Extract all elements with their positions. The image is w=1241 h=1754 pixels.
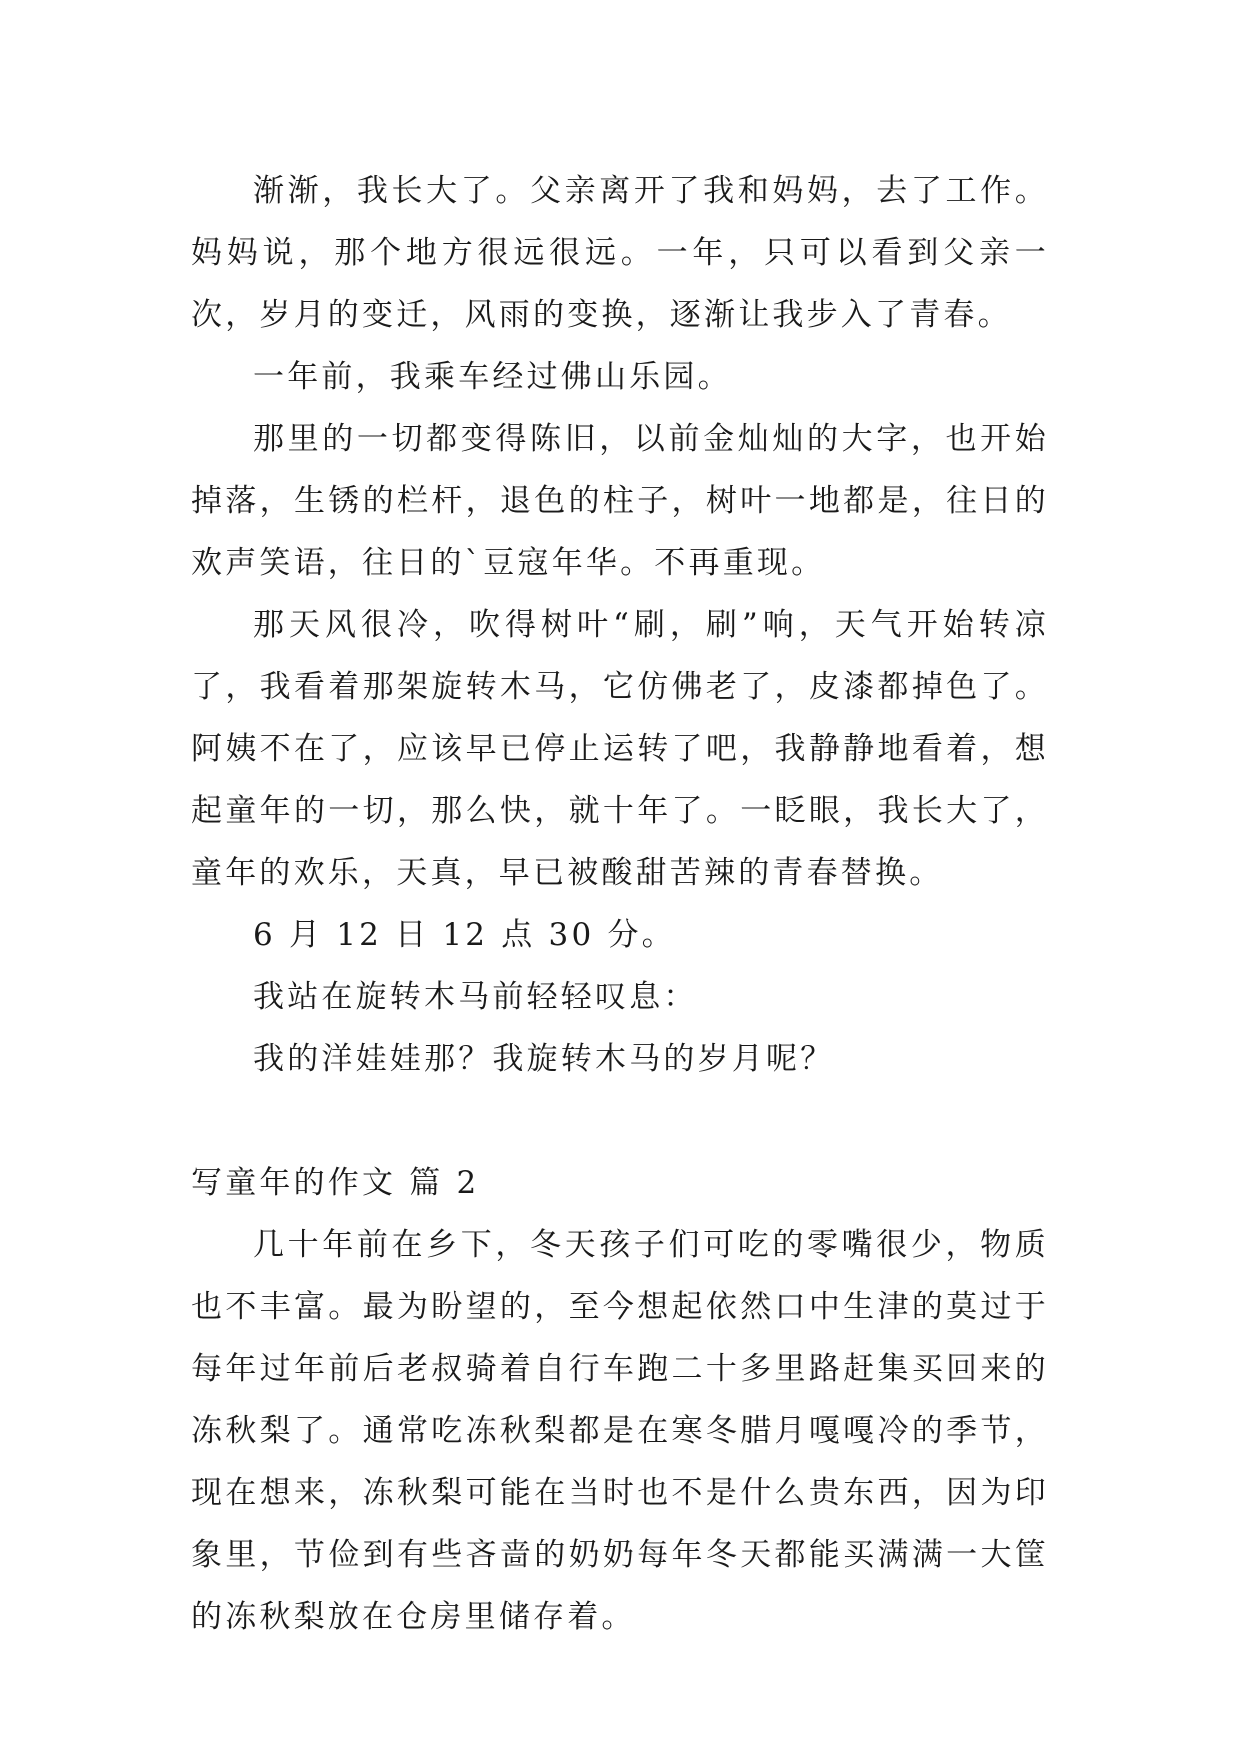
paragraph-sigh: 我站在旋转木马前轻轻叹息： — [253, 979, 698, 1015]
paragraph-cold-wind: 那天风很冷，吹得树叶“刷，刷”响，天气开始转凉了，我看着那架旋转木马，它仿佛老了，皮漆都掉色了。阿姨不在了，应该早已停止运转了吧，我静静地看着，想起童年的一切，那么快，就十年了。一眨眼，我长大了，童年的欢乐，天真，早已被酸甜苦辣的青春替换。 — [191, 607, 1049, 891]
paragraph-one-year-ago: 一年前，我乘车经过佛山乐园。 — [253, 359, 732, 395]
document-body — [191, 160, 1049, 1648]
paragraph-growing-up: 渐渐，我长大了。父亲离开了我和妈妈，去了工作。妈妈说，那个地方很远很远。一年，只可以看到父亲一次，岁月的变迁，风雨的变换，逐渐让我步入了青春。 — [191, 173, 1049, 333]
paragraph-date: 6 月 12 日 12 点 30 分。 — [253, 917, 676, 953]
paragraph-frozen-pears: 几十年前在乡下，冬天孩子们可吃的零嘴很少，物质也不丰富。最为盼望的，至今想起依然口中生津的莫过于每年过年前后老叔骑着自行车跑二十多里路赶集买回来的冻秋梨了。通常吃冻秋梨都是在寒冬腊月嘎嘎冷的季节，现在想来，冻秋梨可能在当时也不是什么贵东西，因为印象里，节俭到有些吝啬的奶奶每年冬天都能买满满一大筐的冻秋梨放在仓房里储存着。 — [191, 1227, 1049, 1635]
section-spacer — [191, 1090, 1049, 1152]
paragraph-old-park: 那里的一切都变得陈旧，以前金灿灿的大字，也开始掉落，生锈的栏杆，退色的柱子，树叶一地都是，往日的欢声笑语，往日的`豆寇年华。不再重现。 — [191, 421, 1049, 581]
section-heading: 写童年的作文 篇 2 — [191, 1165, 480, 1201]
paragraph-question: 我的洋娃娃那？我旋转木马的岁月呢？ — [253, 1041, 835, 1077]
